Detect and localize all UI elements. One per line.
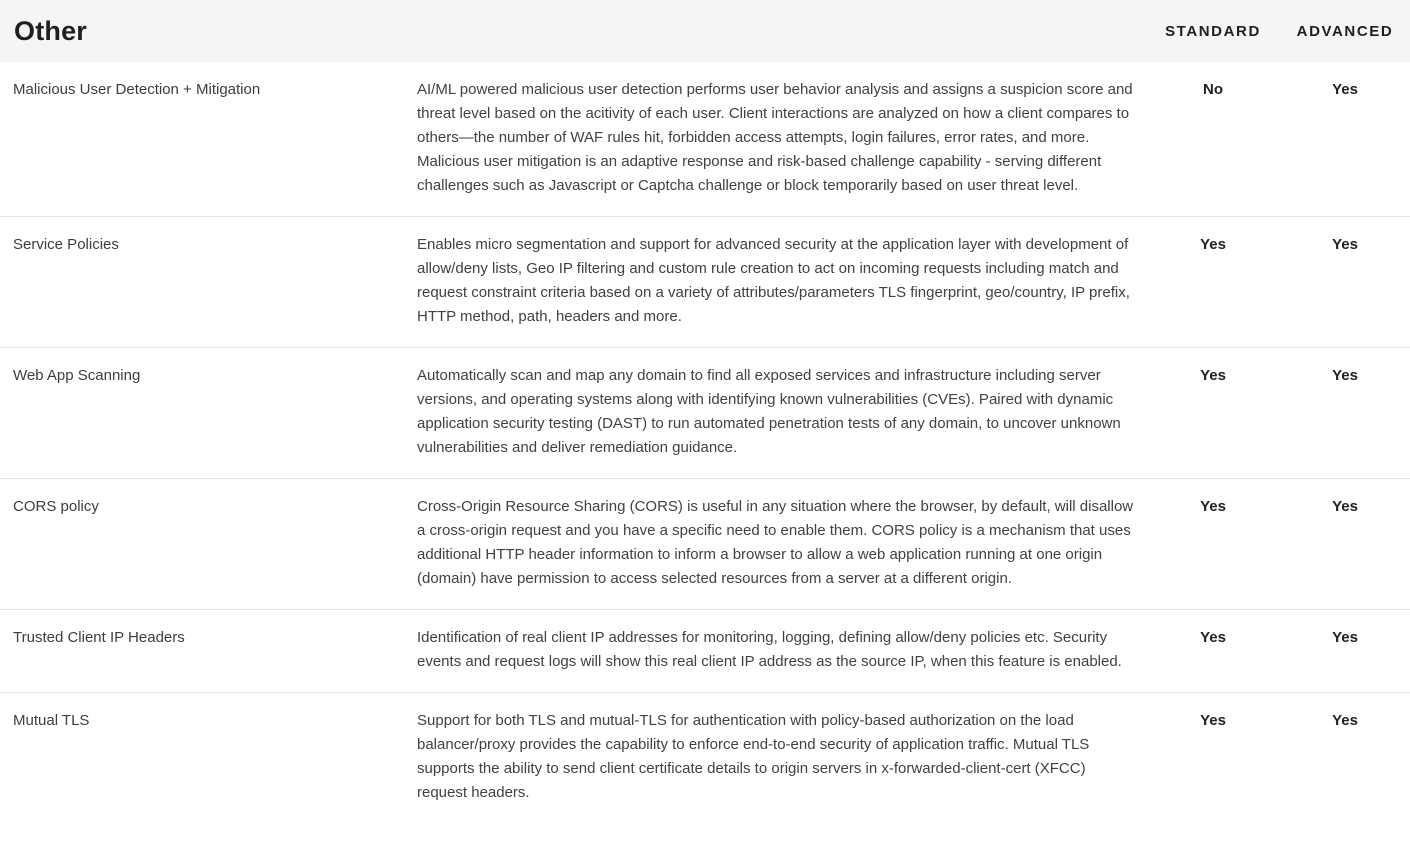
advanced-value: Yes: [1332, 81, 1358, 98]
feature-name: Web App Scanning: [13, 367, 141, 384]
column-header-advanced: ADVANCED: [1296, 22, 1394, 40]
advanced-value: Yes: [1332, 236, 1358, 253]
standard-value: Yes: [1200, 629, 1226, 646]
standard-value: Yes: [1200, 712, 1226, 729]
column-header-standard: STANDARD: [1165, 22, 1261, 40]
feature-description: Automatically scan and map any domain to find all exposed services and infrastructure including server versions, and operating systems along with identifying known vulnerabilities (CVEs). Paired with dynamic application security testing (DAST) to run automated penetration tests of any domain, to uncover unknown vulnerabilities and deliver remediation guidance.: [417, 367, 1121, 456]
standard-value: No: [1203, 81, 1223, 98]
feature-name: Trusted Client IP Headers: [13, 629, 185, 646]
feature-name: Mutual TLS: [13, 712, 90, 729]
feature-description: Enables micro segmentation and support for advanced security at the application layer with development of allow/deny lists, Geo IP filtering and custom rule creation to act on incoming requests including match and request constraint criteria based on a variety of attributes/parameters TLS fingerprint, geo/country, IP prefix, HTTP method, path, headers and more.: [417, 236, 1130, 325]
standard-value: Yes: [1200, 236, 1226, 253]
advanced-value: Yes: [1332, 629, 1358, 646]
table-row: [0, 347, 1410, 478]
section-title: Other: [14, 15, 88, 46]
feature-name: Malicious User Detection + Mitigation: [13, 81, 261, 98]
advanced-value: Yes: [1332, 498, 1358, 515]
table-row: [0, 609, 1410, 692]
table-row: [0, 478, 1410, 609]
advanced-value: Yes: [1332, 367, 1358, 384]
standard-value: Yes: [1200, 367, 1226, 384]
feature-description: Support for both TLS and mutual-TLS for authentication with policy-based authorization on the load balancer/proxy provides the capability to enforce end-to-end security of application traffic. Mutual TLS supports the ability to send client certificate details to origin servers in x-forwarded-client-cert (XFCC) request headers.: [417, 712, 1090, 801]
feature-description: AI/ML powered malicious user detection performs user behavior analysis and assigns a suspicion score and threat level based on the acitivity of each user. Client interactions are analyzed on how a client compares to others—the number of WAF rules hit, forbidden access attempts, login failures, error rates, and more. Malicious user mitigation is an adaptive response and risk-based challenge capability - serving different challenges such as Javascript or Captcha challenge or block temporarily based on user threat level.: [417, 81, 1133, 194]
table-header: [0, 0, 1410, 62]
feature-description: Identification of real client IP addresses for monitoring, logging, defining allow/deny policies etc. Security events and request logs will show this real client IP address as the source IP, when this feature is enabled.: [417, 629, 1122, 670]
advanced-value: Yes: [1332, 712, 1358, 729]
table-row: [0, 692, 1410, 823]
feature-description: Cross-Origin Resource Sharing (CORS) is useful in any situation where the browser, by default, will disallow a cross-origin request and you have a specific need to enable them. CORS policy is a mechanism that uses additional HTTP header information to inform a browser to allow a web application running at one origin (domain) have permission to access selected resources from a server at a different origin.: [417, 498, 1134, 587]
standard-value: Yes: [1200, 498, 1226, 515]
feature-name: Service Policies: [13, 236, 119, 253]
table-row: [0, 62, 1410, 216]
feature-name: CORS policy: [13, 498, 99, 515]
table-row: [0, 216, 1410, 347]
